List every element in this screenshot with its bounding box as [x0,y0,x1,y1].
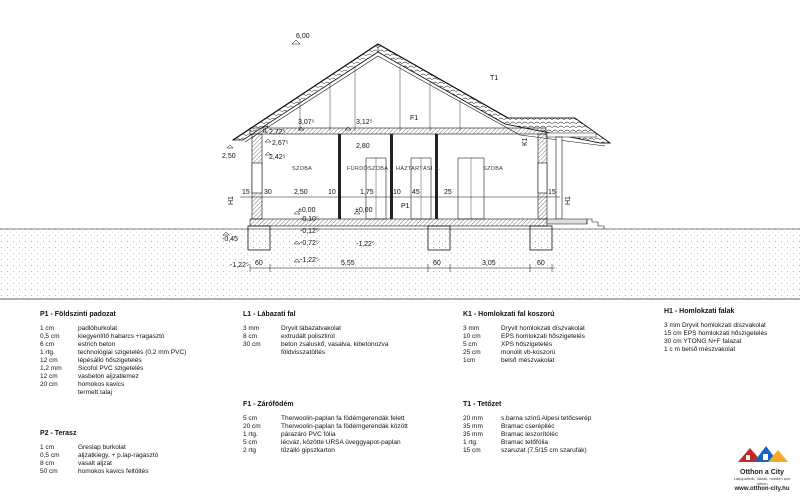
legend-thickness: 20 mm [463,415,483,422]
level-m122-c: -1,22⁵ [230,262,249,269]
legend-thickness: 35 mm [463,423,483,430]
legend-f1-title: F1 - Zárófödém [243,401,294,408]
legend-thickness: 3 mm [243,325,260,332]
legend-p2-title: P2 - Terasz [40,430,77,437]
legend-thickness: 1,2 mm [40,365,62,372]
legend-row [463,325,585,333]
room-haztartasi: HÁZTARTÁSI H. [396,166,441,172]
terrace-steps [587,219,604,229]
legend-thickness: 12 cm [40,373,58,380]
legend-thickness: 5 cm [463,341,478,348]
legend-thickness: 8 cm [40,460,55,467]
foundation-left [248,226,270,250]
level-242: 2,42⁵ [269,154,286,161]
legend-row [243,439,408,447]
wall-inner-1 [338,134,341,219]
legend-row [40,444,158,452]
terrace-slab [547,219,587,224]
legend-material: termett talaj [78,389,112,396]
legend-row [243,415,408,423]
legend-row [664,330,767,338]
dim-r2-5: 60 [537,260,545,267]
legend-row [463,423,591,431]
legend-thickness: 25 cm [463,349,481,356]
legend-row [463,439,591,447]
legend-l1-title: L1 - Lábazati fal [243,311,296,318]
legend-k1-rows [463,325,585,365]
ceiling-slab [250,128,546,134]
legend-material: kiegyenlítő habarcs +ragasztó [78,333,165,340]
legend-l1-rows [243,325,388,357]
level-m012: -0,12⁵ [300,228,319,235]
legend-material: Sicofol PVC szigetelés [78,365,144,372]
legend-row [40,365,186,373]
level-000-a: ±0,00 [298,207,316,214]
legend-material: szaruzat (7,5/15 cm szarufák) [501,447,587,454]
dim-5: 1,75 [360,189,374,196]
legend-row [40,341,186,349]
wall-inner-2 [390,134,393,219]
legend-row [40,325,186,333]
legend-material: EPS homlokzati hőszigetelés [501,333,585,340]
legend-row [40,357,186,365]
legend-row [463,447,591,455]
level-250: 2,50 [222,153,236,160]
legend-row [463,431,591,439]
dim-r2-4: 3,05 [482,260,496,267]
legend-material: lépésálló hőszigetelés [78,357,142,364]
legend-thickness: 1 rtg. [243,431,258,438]
legend-thickness: 1cm [463,357,476,364]
legend-material: technológiai szigetelés (0,2 mm PVC) [78,349,187,356]
legend-h1-title: H1 - Homlokzati falak [664,308,735,315]
legend-row [243,447,408,455]
legend-thickness [40,389,78,397]
legend-row [664,322,767,330]
legend-material: Therwoolin-paplan fa födémgerendák felett [281,415,405,422]
dim-8: 25 [444,189,452,196]
legend-thickness: 0,5 cm [40,452,60,459]
legend-thickness: 1 c m belső mészvakolat [664,346,736,353]
legend-row [243,349,388,357]
legend-material: párazáró PVC fólia [281,431,336,438]
tag-p1: P1 [401,203,410,210]
legend-thickness: 1 rtg. [40,349,55,356]
legend-material: Therwoolin-paplan fa födémgerendák között [281,423,408,430]
legend-material: homokos kavics [78,381,125,388]
legend-h1 [664,308,767,354]
legend-row [40,389,186,397]
legend-material: s.barna színű Alpesi tetőcserép [501,415,592,422]
foundation-right [530,226,552,250]
legend-row [463,349,585,357]
legend-k1 [463,311,585,365]
level-ridge: 6,00 [296,33,310,40]
legend-thickness: 5 cm [243,415,258,422]
level-m122-b: -1,22⁵ [300,257,319,264]
level-272: 2,72⁵ [269,129,286,136]
legend-row [40,333,186,341]
legend-material: Bramac tetőfólia [501,439,548,446]
legend-thickness: 1 cm [40,444,55,451]
logo-house-icon [732,442,792,464]
legend-thickness: 3 mm [463,325,480,332]
legend-f1 [243,401,408,455]
legend-t1 [463,401,591,455]
legend-row [243,325,388,333]
legend-k1-title: K1 - Homlokzati fal koszorú [463,311,555,318]
logo [730,442,794,492]
window-right [538,163,547,193]
legend-thickness: 5 cm [243,439,258,446]
legend-row [243,333,388,341]
legend-p1-rows [40,325,186,397]
dim-7: 45 [412,189,420,196]
dim-2: 30 [264,189,272,196]
dim-r2-1: 60 [255,260,263,267]
dim-r2-2: 5,55 [341,260,355,267]
legend-material: tűzálló gipszkarton [281,447,335,454]
legend-row [463,415,591,423]
legend-thickness: 2 rtg [243,447,257,454]
legend-thickness: 20 cm [40,381,58,388]
porch-ceiling [546,133,596,137]
porch-post [556,137,562,219]
wall-inner-3 [435,134,438,219]
legend-material: homokos kavics feltöltés [78,468,149,475]
legend-row [40,381,186,389]
legend-thickness: 15 cm [463,447,481,454]
legend-row [40,460,158,468]
level-m122-a: -1,22⁵ [356,241,375,248]
logo-url: www.otthon-city.hu [734,486,790,492]
room-furdoszoba: FÜRDŐSZOBA [347,166,389,172]
legend-thickness [243,349,281,357]
window-left [252,163,262,193]
tag-f1-a: F1 [410,115,419,122]
tag-k1: K1 [522,137,529,146]
dim-4: 10 [328,189,336,196]
legend-row [463,357,585,365]
legend-material: aljzatkiegy. + p.lap-ragasztó [78,452,159,459]
legend-thickness: 35 mm [463,431,483,438]
logo-tagline: Lakóparkok, házak, minden ami otthon [733,476,791,486]
tag-t1: T1 [490,75,499,82]
legend-thickness: 3 mm Dryvit homlokzati díszvakolat [664,322,766,329]
legend-p2 [40,430,158,476]
dimension-row-1 [242,189,556,196]
legend-f1-rows [243,415,408,455]
level-312: 3,12⁵ [356,119,373,126]
legend-material: estrich beton [78,341,116,348]
room-szoba-1: SZOBA [292,166,313,172]
legend-row [40,452,158,460]
legend-thickness: 1 rtg. [463,439,478,446]
level-m010: -0,10⁵ [300,216,319,223]
ground-fill [0,229,800,300]
legend-thickness: 10 cm [463,333,481,340]
legend-material: Greslap burkolat [78,444,126,451]
legend-thickness: 0,5 cm [40,333,60,340]
legend-material: extrudált polisztirol [281,333,335,340]
legend-row [664,346,767,354]
legend-t1-title: T1 - Tetőzet [463,401,502,408]
legend-thickness: 1 cm [40,325,55,332]
tag-h1-b: H1 [565,196,572,205]
legend-material: belső mészvakolat [501,357,555,364]
legend-row [463,341,585,349]
dim-1: 15 [242,189,250,196]
level-307: 3,07⁵ [298,119,315,126]
legend-thickness: 30 cm [243,341,261,348]
legend-material: földvisszatöltés [281,349,326,356]
level-280: 2,80 [356,143,370,150]
dim-r2-3: 60 [433,260,441,267]
legend-row [664,338,767,346]
foundation-mid [428,226,450,250]
legend-p2-rows [40,444,158,476]
dim-3: 2,50 [294,189,308,196]
legend-material: Dryvit homlokzati díszvakolat [501,325,585,332]
level-m072: -0,72⁵ [300,240,319,247]
legend-thickness: 8 cm [243,333,258,340]
legend-material: XPS hőszigetelés [501,341,552,348]
legend-p1-title: P1 - Földszinti padozat [40,311,116,318]
tag-f1-b: F1 [263,124,270,133]
level-267: 2,67⁵ [272,140,289,147]
tag-h1-a: H1 [228,196,235,205]
legend-thickness: 50 cm [40,468,58,475]
room-szoba-2: SZOBA [483,166,504,172]
legend-material: vasbeton aljzatlemez [78,373,139,380]
floor-slab [250,219,547,226]
legend-material: beton zsaluskő, vasalva, kibetonozva [281,341,389,348]
legend-thickness: 6 cm [40,341,55,348]
legend-t1-rows [463,415,591,455]
legend-l1 [243,311,388,357]
legend-row [40,468,158,476]
dim-9: 15 [548,189,556,196]
legend-material: Dryvit lábazatvakolat [281,325,341,332]
legend-material: padlóburkolat [78,325,118,332]
level-000-b: ±0,00 [355,207,373,214]
logo-brand: Otthon a City [740,469,784,476]
legend-row [40,349,186,357]
legend-thickness: 20 cm [243,423,261,430]
legend-row [243,423,408,431]
level-m045: -0,45 [222,236,238,243]
legend-material: vasalt aljzat [78,460,112,467]
legend-material: Bramac cseréplléc [501,423,555,430]
legend-material: monolit vb-koszorú [501,349,556,356]
legend-thickness: 30 cm YTONG N+F falazat [664,338,742,345]
legend-row [243,341,388,349]
legend-row [463,333,585,341]
legend-p1 [40,311,186,397]
dim-6: 10 [393,189,401,196]
legend-material: lécváz, közötte URSA üveggyapot-paplan [281,439,401,446]
legend-row [243,431,408,439]
legend-row [40,373,186,381]
legend-material: Bramac leszorítóléc [501,431,559,438]
legend-thickness: 15 cm EPS homlokzati hőszigetelés [664,330,768,337]
legend-h1-rows [664,322,767,354]
legend-thickness: 12 cm [40,357,58,364]
